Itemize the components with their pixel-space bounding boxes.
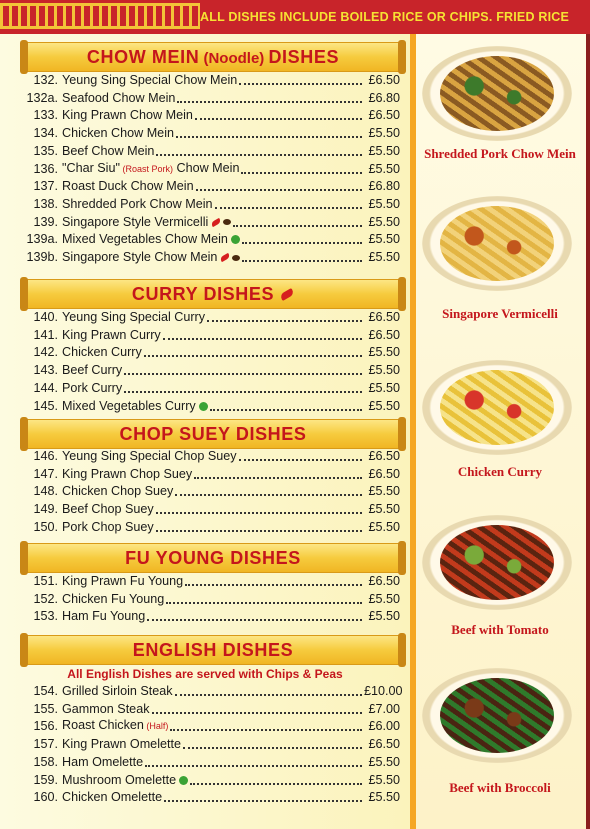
item-name <box>62 608 145 625</box>
item-number: 139. <box>33 214 58 229</box>
item-price: £5.50 <box>368 754 400 769</box>
item-price: £5.50 <box>368 196 400 211</box>
item-name <box>62 231 240 248</box>
black-bean-icon <box>223 219 231 225</box>
leader-dots <box>185 583 362 586</box>
item-number: 154. <box>33 684 58 698</box>
section-title-text: CHOW MEIN <box>86 46 200 67</box>
section-title <box>125 548 301 569</box>
section-header <box>24 42 402 72</box>
menu-item <box>18 214 400 231</box>
greek-key-border <box>0 3 200 29</box>
item-name-text: Chicken Chop Suey <box>62 484 174 499</box>
leader-dots <box>176 135 362 138</box>
item-name <box>62 772 188 789</box>
item-name <box>62 448 237 465</box>
menu-item <box>18 683 403 700</box>
menu-item <box>18 591 400 608</box>
item-name <box>62 249 240 266</box>
item-number: 144. <box>33 380 58 395</box>
dish-photo <box>422 515 572 610</box>
item-price: £5.50 <box>368 363 400 378</box>
leader-dots <box>195 117 362 120</box>
item-number: 147. <box>33 466 58 481</box>
item-price: £5.50 <box>368 502 400 517</box>
item-name <box>62 214 231 231</box>
item-name <box>62 501 154 518</box>
menu-item <box>18 380 400 397</box>
leader-dots <box>156 153 362 156</box>
item-number: 148. <box>33 484 58 499</box>
section-title <box>120 424 307 445</box>
leader-dots <box>124 372 362 375</box>
item-number: 132a. <box>26 90 58 105</box>
item-price: £5.50 <box>368 143 400 158</box>
item-name-text: Yeung Sing Special Curry <box>62 310 206 324</box>
item-name <box>62 683 173 700</box>
item-price: £6.80 <box>368 90 400 105</box>
section-header <box>24 543 402 573</box>
menu-item <box>18 519 400 536</box>
section-header <box>24 635 402 665</box>
item-price: £6.80 <box>368 179 400 194</box>
menu-item <box>18 178 400 195</box>
menu-item <box>18 161 400 178</box>
item-name-text: Gammon Steak <box>62 701 150 716</box>
black-bean-icon <box>232 255 240 261</box>
vegetarian-icon <box>199 402 208 411</box>
menu-item <box>18 72 400 89</box>
item-name <box>62 160 239 178</box>
item-number: 139b. <box>26 250 58 264</box>
item-number: 149. <box>33 502 58 517</box>
item-number: 139a. <box>26 232 58 247</box>
item-number: 136. <box>33 161 58 176</box>
menu-item <box>18 701 400 718</box>
item-name <box>62 573 183 590</box>
item-price: £5.50 <box>368 519 400 534</box>
item-price: £5.50 <box>368 484 400 499</box>
item-price: £5.50 <box>368 161 400 176</box>
photo-caption: Shredded Pork Chow Mein <box>424 146 576 161</box>
item-name-text: King Prawn Curry <box>62 327 161 342</box>
menu-item <box>18 362 400 379</box>
menu-item <box>18 344 400 361</box>
item-name <box>62 398 208 415</box>
vegetarian-icon <box>231 235 240 244</box>
item-name-text: King Prawn Chow Mein <box>62 108 193 123</box>
banner-text: ALL DISHES INCLUDE BOILED RICE OR CHIPS. FRIED RICE <box>200 10 570 24</box>
section-title <box>87 47 339 68</box>
item-price: £7.00 <box>368 701 400 716</box>
menu-item <box>18 466 400 483</box>
item-name <box>62 107 193 124</box>
item-name-text: Beef Chop Suey <box>62 502 154 517</box>
leader-dots <box>215 206 362 209</box>
item-tag: (Half) <box>143 721 169 732</box>
leader-dots <box>210 408 362 411</box>
top-banner <box>0 0 590 34</box>
item-name <box>62 344 142 361</box>
food-image <box>440 525 554 600</box>
item-name-text: King Prawn Chop Suey <box>62 466 193 481</box>
item-price: £6.50 <box>368 73 400 87</box>
leader-dots <box>241 171 362 174</box>
item-price: £6.50 <box>368 108 400 123</box>
leader-dots <box>170 728 362 731</box>
menu-item <box>18 90 400 107</box>
item-number: 137. <box>33 179 58 194</box>
scroll-end-right <box>398 417 406 451</box>
item-name-text: Beef Chow Mein <box>62 143 155 158</box>
leader-dots <box>239 458 362 461</box>
item-number: 151. <box>33 574 58 588</box>
food-image <box>440 370 554 445</box>
item-number: 143. <box>33 363 58 378</box>
item-number: 133. <box>33 108 58 123</box>
leader-dots <box>194 476 362 479</box>
dish-photo <box>422 668 572 763</box>
menu-item <box>18 327 400 344</box>
item-number: 156. <box>33 719 58 734</box>
item-name <box>62 362 122 379</box>
food-image <box>440 678 554 753</box>
section-title <box>132 284 294 305</box>
section-header <box>24 279 402 309</box>
item-name <box>62 591 164 608</box>
section-title <box>133 640 293 661</box>
menu-item <box>18 196 400 213</box>
item-tag: (Roast Pork) <box>119 163 173 174</box>
menu-item <box>18 309 400 326</box>
item-name <box>62 178 194 195</box>
item-price: £6.50 <box>368 310 400 324</box>
item-price: £6.50 <box>368 449 400 463</box>
item-price: £5.50 <box>368 214 400 229</box>
item-name-text: Chicken Omelette <box>62 790 163 805</box>
section-title-text: CURRY DISHES <box>131 283 275 304</box>
item-name-text: Yeung Sing Special Chow Mein <box>62 73 238 87</box>
scroll-end-left <box>20 40 28 74</box>
leader-dots <box>183 746 362 749</box>
leader-dots <box>242 241 362 244</box>
item-price: £5.50 <box>368 250 400 264</box>
item-price: £5.50 <box>368 609 400 624</box>
item-name <box>62 754 143 771</box>
section-title-suffix: DISHES <box>268 46 340 67</box>
item-name <box>62 143 154 160</box>
item-name <box>62 717 168 735</box>
item-number: 159. <box>33 772 58 787</box>
item-number: 132. <box>33 73 58 87</box>
leader-dots <box>164 799 362 802</box>
photo-caption: Singapore Vermicelli <box>442 306 558 321</box>
item-name <box>62 466 192 483</box>
menu-item <box>18 789 400 806</box>
item-name-text: Seafood Chow Mein <box>62 90 176 105</box>
leader-dots <box>196 188 362 191</box>
item-name <box>62 125 174 142</box>
item-number: 141. <box>33 327 58 342</box>
dish-photo <box>422 360 572 455</box>
menu-item <box>18 125 400 142</box>
dish-photo <box>422 46 572 141</box>
item-number: 158. <box>33 754 58 769</box>
item-price: £5.50 <box>368 772 400 787</box>
item-name-text: Yeung Sing Special Chop Suey <box>62 449 237 463</box>
menu-item <box>18 448 400 465</box>
scroll-end-left <box>20 417 28 451</box>
item-name-text: "Char Siu" <box>62 160 120 175</box>
leader-dots <box>163 337 362 340</box>
leader-dots <box>124 390 362 393</box>
menu-item <box>18 143 400 160</box>
leader-dots <box>152 711 363 714</box>
scroll-end-left <box>20 633 28 667</box>
menu-item <box>18 501 400 518</box>
menu-item <box>18 573 400 590</box>
item-number: 153. <box>33 609 58 624</box>
leader-dots <box>239 82 362 85</box>
item-name <box>62 789 162 806</box>
section-note: All English Dishes are served with Chips & Peas <box>67 667 343 681</box>
hot-chili-icon <box>211 218 222 227</box>
item-number: 140. <box>33 310 58 324</box>
food-image <box>440 56 554 131</box>
item-name-text: Singapore Style Chow Mein <box>62 250 218 264</box>
leader-dots <box>233 224 362 227</box>
item-name <box>62 72 237 89</box>
item-name-text: Ham Omelette <box>62 754 144 769</box>
item-name-text: Pork Chop Suey <box>62 519 154 534</box>
photo-caption: Beef with Tomato <box>451 622 549 637</box>
item-name <box>62 90 175 107</box>
leader-dots <box>190 782 362 785</box>
item-name-text: Chicken Fu Young <box>62 591 165 606</box>
photo-caption: Beef with Broccoli <box>449 780 551 795</box>
item-price: £5.50 <box>368 126 400 141</box>
leader-dots <box>175 693 362 696</box>
food-image <box>440 206 554 281</box>
item-price: £5.50 <box>368 380 400 395</box>
item-name-text: Mixed Vegetables Chow Mein <box>62 232 228 247</box>
item-name-text: Singapore Style Vermicelli <box>62 214 209 229</box>
item-name-text: King Prawn Fu Young <box>62 574 184 588</box>
item-number: 135. <box>33 143 58 158</box>
item-number: 155. <box>33 701 58 716</box>
menu-item <box>18 608 400 625</box>
menu-item <box>18 249 400 266</box>
leader-dots <box>145 764 362 767</box>
item-price: £6.50 <box>368 737 400 752</box>
menu-item <box>18 736 400 753</box>
leader-dots <box>207 319 362 322</box>
section-title-text: CHOP SUEY DISHES <box>119 423 307 444</box>
item-name <box>62 736 181 753</box>
item-number: 146. <box>33 449 58 463</box>
item-name-text: Roast Chicken <box>62 718 144 733</box>
menu-item <box>18 754 400 771</box>
item-price: £6.50 <box>368 574 400 588</box>
item-name <box>62 196 213 213</box>
item-price: £5.50 <box>368 591 400 606</box>
item-name-text: Grilled Sirloin Steak <box>62 684 173 698</box>
scroll-end-right <box>398 277 406 311</box>
item-name-text: Mushroom Omelette <box>62 772 177 787</box>
menu-item <box>18 718 400 735</box>
item-number: 138. <box>33 196 58 211</box>
item-name-text: Chicken Chow Mein <box>62 126 174 141</box>
item-name <box>62 701 150 718</box>
item-name-text: Mixed Vegetables Curry <box>62 398 196 413</box>
item-name-text: Beef Curry <box>62 363 123 378</box>
section-subtitle: (Noodle) <box>199 49 269 67</box>
leader-dots <box>156 511 362 514</box>
scroll-end-right <box>398 633 406 667</box>
scroll-end-right <box>398 541 406 575</box>
dish-photo <box>422 196 572 291</box>
item-name-text: Roast Duck Chow Mein <box>62 179 194 194</box>
item-name-text: Shredded Pork Chow Mein <box>62 196 213 211</box>
scroll-end-right <box>398 40 406 74</box>
vegetarian-icon <box>179 776 188 785</box>
item-name <box>62 483 173 500</box>
scroll-end-left <box>20 541 28 575</box>
item-name-text: King Prawn Omelette <box>62 737 181 752</box>
leader-dots <box>147 618 362 621</box>
item-number: 150. <box>33 519 58 534</box>
item-price: £6.50 <box>368 466 400 481</box>
item-name-text: Chicken Curry <box>62 345 142 360</box>
section-title-text: FU YOUNG DISHES <box>125 547 301 568</box>
leader-dots <box>156 529 362 532</box>
item-price: £6.00 <box>368 719 400 734</box>
leader-dots <box>175 493 362 496</box>
item-name <box>62 309 205 326</box>
leader-dots <box>177 100 362 103</box>
leader-dots <box>166 601 362 604</box>
item-number: 157. <box>33 737 58 752</box>
menu-item <box>18 483 400 500</box>
menu-item <box>18 772 400 789</box>
section-title-text: ENGLISH DISHES <box>132 639 294 660</box>
menu-item <box>18 107 400 124</box>
item-price: £6.50 <box>368 327 400 342</box>
item-number: 160. <box>33 790 58 805</box>
item-price: £5.50 <box>368 232 400 247</box>
scroll-end-left <box>20 277 28 311</box>
item-price: £10.00 <box>364 684 403 698</box>
item-name-text: Pork Curry <box>62 380 123 395</box>
item-number: 134. <box>33 126 58 141</box>
leader-dots <box>144 354 362 357</box>
item-price: £5.50 <box>368 345 400 360</box>
item-price: £5.50 <box>368 398 400 413</box>
item-number: 142. <box>33 345 58 360</box>
item-price: £5.50 <box>368 790 400 805</box>
menu-item <box>18 398 400 415</box>
item-name-text: Ham Fu Young <box>62 609 146 624</box>
leader-dots <box>242 259 362 262</box>
item-name-cont: Chow Mein <box>172 160 240 175</box>
item-name <box>62 380 122 397</box>
photo-caption: Chicken Curry <box>457 464 543 479</box>
section-header <box>24 419 402 449</box>
menu-item <box>18 231 400 248</box>
item-name <box>62 327 161 344</box>
hot-chili-icon <box>220 253 231 262</box>
chili-icon <box>279 288 295 301</box>
item-number: 145. <box>33 398 58 413</box>
item-name <box>62 519 154 536</box>
item-number: 152. <box>33 591 58 606</box>
